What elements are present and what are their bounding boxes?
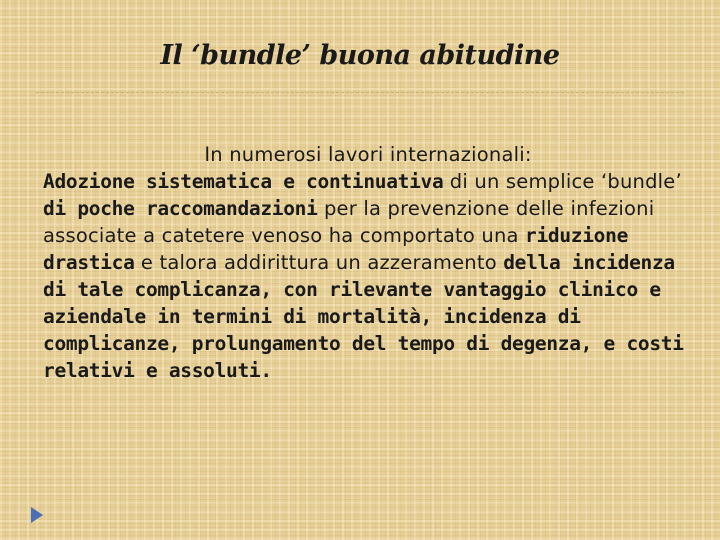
emphasis-riduzione: riduzione drastica <box>43 224 629 274</box>
text-segment: per la prevenzione delle infezioni associate a catetere venoso ha comportato una <box>43 197 655 247</box>
text-segment: e talora addirittura un azzeramento <box>134 251 504 274</box>
emphasis-adozione: Adozione sistematica e continuativa <box>43 170 444 193</box>
body-paragraph <box>43 168 693 384</box>
emphasis-conclusion: della incidenza di tale complicanza, con rilevante vantaggio clinico e aziendale in termini di mortalità, incidenza di complicanze, prolungamento del tempo di degenza, e costi relativi e assoluti. <box>43 251 684 382</box>
nav-arrow-icon[interactable] <box>30 506 44 528</box>
intro-line: In numerosi lavori internazionali: <box>204 143 532 166</box>
slide-title: Il ‘bundle’ buona abitudine <box>160 40 560 71</box>
title-divider <box>36 92 684 93</box>
text-segment: di un semplice ‘bundle’ <box>443 170 682 193</box>
triangle-right-icon <box>30 506 44 524</box>
slide-body <box>43 141 693 384</box>
emphasis-raccomandazioni: di poche raccomandazioni <box>43 197 318 220</box>
